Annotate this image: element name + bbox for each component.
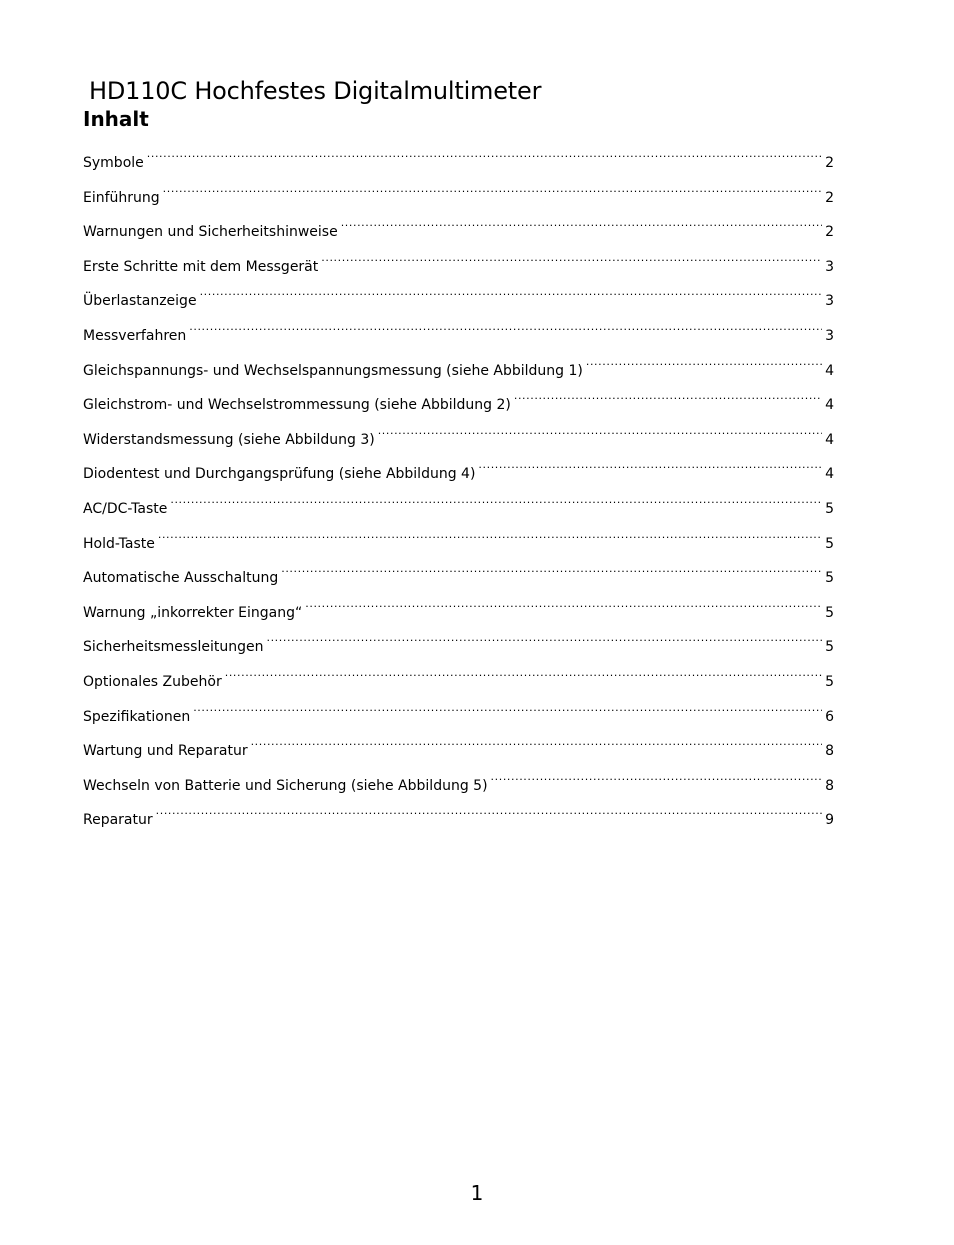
toc-leader-dots	[163, 176, 822, 202]
toc-leader-dots	[321, 245, 822, 271]
toc-entry-label: Warnungen und Sicherheitshinweise	[83, 224, 338, 241]
toc-leader-dots	[478, 452, 822, 478]
toc-entry-page: 5	[825, 673, 834, 690]
toc-entry-label: Überlastanzeige	[83, 293, 197, 310]
toc-entry-page: 5	[825, 500, 834, 517]
toc-entry-label: Optionales Zubehör	[83, 673, 222, 690]
toc-entry-einfuehrung[interactable]	[83, 176, 834, 211]
toc-entry-page: 4	[825, 431, 834, 448]
toc-leader-dots	[158, 522, 822, 548]
toc-entry-batterie-sicherung[interactable]	[83, 764, 834, 799]
toc-leader-dots	[193, 695, 822, 721]
toc-entry-label: Gleichspannungs- und Wechselspannungsmessung (siehe Abbildung 1)	[83, 362, 583, 379]
toc-entry-label: Automatische Ausschaltung	[83, 570, 279, 587]
toc-entry-reparatur[interactable]	[83, 798, 834, 833]
toc-leader-dots	[266, 625, 822, 651]
toc-leader-dots	[491, 764, 823, 790]
toc-entry-label: Diodentest und Durchgangsprüfung (siehe Abbildung 4)	[83, 466, 476, 483]
toc-entry-page: 5	[825, 535, 834, 552]
toc-leader-dots	[305, 591, 822, 617]
document-title: HD110C Hochfestes Digitalmultimeter	[89, 77, 542, 105]
toc-leader-dots	[341, 210, 822, 236]
toc-entry-page: 3	[825, 327, 834, 344]
toc-entry-label: Wartung und Reparatur	[83, 743, 248, 760]
toc-entry-label: Widerstandsmessung (siehe Abbildung 3)	[83, 431, 375, 448]
toc-entry-page: 5	[825, 570, 834, 587]
toc-leader-dots	[251, 729, 823, 755]
toc-leader-dots	[170, 487, 822, 513]
toc-entry-warnungen[interactable]	[83, 210, 834, 245]
toc-entry-page: 3	[825, 293, 834, 310]
toc-entry-label: Einführung	[83, 189, 160, 206]
toc-entry-messverfahren[interactable]	[83, 314, 834, 349]
toc-entry-page: 9	[825, 812, 834, 829]
toc-entry-page: 4	[825, 397, 834, 414]
page-number: 1	[470, 1181, 484, 1205]
toc-entry-page: 8	[825, 777, 834, 794]
toc-entry-page: 4	[825, 362, 834, 379]
toc-entry-spannungsmessung[interactable]	[83, 349, 834, 384]
toc-entry-ueberlastanzeige[interactable]	[83, 279, 834, 314]
toc-entry-widerstandsmessung[interactable]	[83, 418, 834, 453]
toc-entry-page: 2	[825, 155, 834, 171]
toc-entry-label: Messverfahren	[83, 327, 187, 344]
toc-heading: Inhalt	[83, 107, 149, 131]
toc-entry-page: 4	[825, 466, 834, 483]
toc-entry-diodentest[interactable]	[83, 452, 834, 487]
toc-leader-dots	[281, 556, 822, 582]
toc-entry-label: Hold-Taste	[83, 535, 155, 552]
table-of-contents	[83, 141, 834, 833]
toc-entry-label: Wechseln von Batterie und Sicherung (siehe Abbildung 5)	[83, 777, 488, 794]
toc-leader-dots	[147, 141, 822, 167]
toc-entry-label: Spezifikationen	[83, 708, 191, 725]
toc-entry-label: Erste Schritte mit dem Messgerät	[83, 258, 319, 275]
toc-entry-page: 2	[825, 224, 834, 241]
toc-entry-page: 8	[825, 743, 834, 760]
toc-entry-zubehoer[interactable]	[83, 660, 834, 695]
toc-entry-label: Warnung „inkorrekter Eingang“	[83, 604, 303, 621]
toc-entry-messleitungen[interactable]	[83, 625, 834, 660]
toc-entry-page: 6	[825, 708, 834, 725]
toc-entry-label: Reparatur	[83, 812, 153, 829]
toc-leader-dots	[378, 418, 822, 444]
toc-entry-label: AC/DC-Taste	[83, 500, 168, 517]
toc-leader-dots	[514, 383, 822, 409]
toc-entry-symbole[interactable]	[83, 141, 834, 176]
toc-entry-label: Symbole	[83, 155, 144, 171]
toc-entry-strommessung[interactable]	[83, 383, 834, 418]
toc-entry-page: 2	[825, 189, 834, 206]
toc-entry-page: 5	[825, 639, 834, 656]
toc-entry-ausschaltung[interactable]	[83, 556, 834, 591]
toc-entry-warnung-eingang[interactable]	[83, 591, 834, 626]
toc-leader-dots	[200, 279, 823, 305]
toc-entry-label: Gleichstrom- und Wechselstrommessung (siehe Abbildung 2)	[83, 397, 511, 414]
toc-entry-acdc-taste[interactable]	[83, 487, 834, 522]
toc-entry-hold-taste[interactable]	[83, 522, 834, 557]
toc-entry-wartung[interactable]	[83, 729, 834, 764]
toc-entry-page: 5	[825, 604, 834, 621]
toc-entry-page: 3	[825, 258, 834, 275]
toc-entry-erste-schritte[interactable]	[83, 245, 834, 280]
toc-leader-dots	[189, 314, 822, 340]
toc-leader-dots	[586, 349, 822, 375]
toc-leader-dots	[225, 660, 822, 686]
toc-entry-spezifikationen[interactable]	[83, 695, 834, 730]
toc-leader-dots	[156, 798, 822, 824]
toc-entry-label: Sicherheitsmessleitungen	[83, 639, 264, 656]
